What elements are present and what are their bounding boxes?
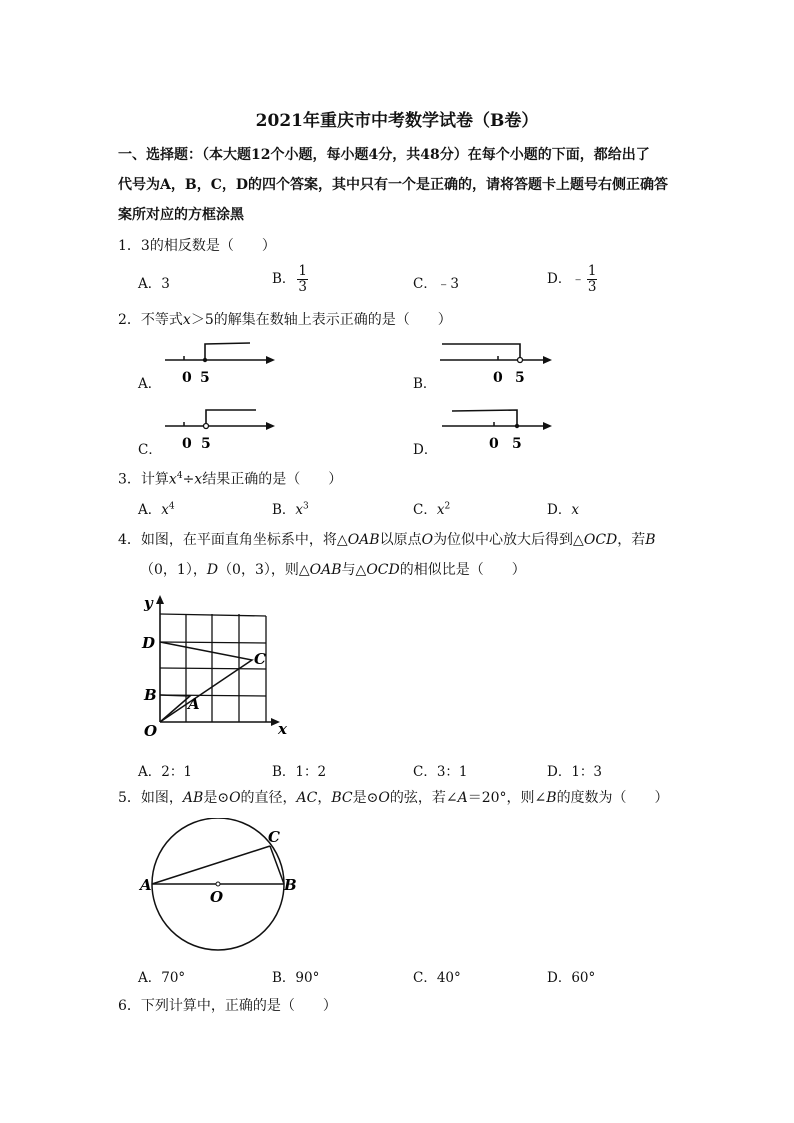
stem-text: 与△ xyxy=(341,562,367,578)
number-line-d xyxy=(434,402,556,452)
option-letter: B． xyxy=(272,271,296,287)
exponent: 3 xyxy=(303,501,309,512)
coordinate-grid-figure xyxy=(138,592,298,744)
question-5-option-a[interactable]: A．70° xyxy=(138,970,186,986)
question-1-stem: 1．3的相反数是（ ） xyxy=(118,238,276,254)
number-line-b xyxy=(434,336,556,386)
arrow-head xyxy=(543,356,552,364)
variable: OAB xyxy=(347,532,380,548)
exponent: 4 xyxy=(176,471,183,481)
question-1-option-a[interactable]: A．3 xyxy=(138,276,170,292)
point-five xyxy=(518,358,523,363)
stem-text: 3．计算 xyxy=(118,471,169,488)
fraction-numerator: 1 xyxy=(587,263,597,279)
chord-ac xyxy=(152,846,270,884)
center-point xyxy=(216,882,220,886)
stem-text: 的直径， xyxy=(240,790,297,806)
stem-text: ，若 xyxy=(617,532,646,548)
arrow-head xyxy=(266,422,275,430)
arrow-head xyxy=(266,356,275,364)
tick-label-five: 5 xyxy=(512,436,522,452)
variable: x xyxy=(571,502,579,518)
question-1-option-d[interactable] xyxy=(547,264,597,295)
question-3-option-d[interactable] xyxy=(547,498,579,518)
tick-label-zero: 0 xyxy=(182,370,192,386)
variable: BC xyxy=(331,790,353,806)
label-c: C xyxy=(254,650,266,668)
variable: x xyxy=(182,312,191,328)
variable: x xyxy=(295,502,304,518)
variable: OCD xyxy=(583,532,618,548)
fraction xyxy=(297,264,308,295)
question-1-option-c[interactable]: C．﹣3 xyxy=(413,276,459,292)
question-3-option-c[interactable] xyxy=(413,498,450,518)
question-3-option-b[interactable] xyxy=(272,498,309,518)
stem-text: 5．如图， xyxy=(118,790,183,806)
question-3-stem xyxy=(118,466,342,490)
stem-text: （0，3），则△ xyxy=(218,562,310,578)
fraction xyxy=(587,264,598,295)
stem-text: 4．如图，在平面直角坐标系中，将△ xyxy=(118,532,348,548)
solution-bracket xyxy=(206,410,256,424)
label-y: y xyxy=(144,594,153,612)
option-letter: B． xyxy=(272,502,296,518)
variable: O xyxy=(229,790,241,806)
fraction-numerator: 1 xyxy=(298,263,308,279)
circle-figure xyxy=(138,818,308,958)
question-3-option-a[interactable] xyxy=(138,498,175,518)
question-4-stem-line-1 xyxy=(118,530,656,550)
variable: O xyxy=(421,532,434,548)
point-five xyxy=(204,424,209,429)
tick-label-zero: 0 xyxy=(493,370,503,386)
number-line-a xyxy=(160,336,280,386)
tick-label-zero: 0 xyxy=(182,436,192,452)
label-o: O xyxy=(210,888,224,906)
grid-lines xyxy=(160,614,266,722)
question-5-option-b[interactable]: B．90° xyxy=(272,970,320,986)
variable: OAB xyxy=(309,562,342,578)
variable: AC xyxy=(296,790,318,806)
variable: OCD xyxy=(366,562,400,578)
number-line-c xyxy=(160,402,280,452)
tick-label-zero: 0 xyxy=(489,436,499,452)
option-letter: D． xyxy=(547,502,572,518)
question-4-option-d[interactable]: D．1：3 xyxy=(547,764,603,780)
variable: x xyxy=(436,502,445,518)
exponent: 4 xyxy=(168,501,175,512)
fraction-denominator: 3 xyxy=(298,279,308,295)
section-line-2: 代号为A，B，C，D的四个答案，其中只有一个是正确的，请将答题卡上题号右侧正确答 xyxy=(118,177,668,193)
stem-text: ＞5的解集在数轴上表示正确的是（ ） xyxy=(190,312,452,328)
label-b: B xyxy=(284,876,297,894)
y-axis-arrow xyxy=(156,595,164,604)
stem-text: ， xyxy=(317,790,332,806)
section-line-1: 一、选择题：（本大题12个小题，每小题4分，共48分）在每个小题的下面，都给出了 xyxy=(118,147,650,163)
option-letter: A． xyxy=(138,502,162,518)
stem-text: 是⊙ xyxy=(203,790,230,806)
label-b: B xyxy=(144,686,157,704)
exam-title: 2021年重庆市中考数学试卷（B卷） xyxy=(255,111,539,131)
stem-text: （0，1）， xyxy=(140,562,207,578)
stem-text: 的相似比是（ ） xyxy=(399,562,526,578)
variable: B xyxy=(645,532,656,548)
question-2-option-b[interactable]: B． xyxy=(413,376,437,392)
stem-text: 结果正确的是（ ） xyxy=(202,471,343,488)
label-a: A xyxy=(188,695,200,713)
tick-label-five: 5 xyxy=(200,370,210,386)
stem-text: 以原点 xyxy=(379,532,422,548)
variable: B xyxy=(546,790,557,806)
solution-bracket xyxy=(452,410,517,426)
section-header xyxy=(118,140,688,230)
question-5-stem xyxy=(118,788,669,808)
question-2-option-d[interactable]: D． xyxy=(413,442,438,458)
variable: D xyxy=(206,562,219,578)
section-line-3: 案所对应的方框涂黑 xyxy=(118,207,244,223)
variable: x xyxy=(168,471,177,488)
stem-text: 2．不等式 xyxy=(118,312,183,328)
question-4-option-a[interactable]: A．2：1 xyxy=(138,764,192,780)
question-5-option-d[interactable]: D．60° xyxy=(547,970,596,986)
variable: O xyxy=(378,790,390,806)
stem-text: 的度数为（ ） xyxy=(556,790,669,806)
variable: x xyxy=(194,471,203,488)
tick-label-five: 5 xyxy=(201,436,211,452)
variable: x xyxy=(161,502,169,518)
question-4-option-b[interactable]: B．1：2 xyxy=(272,764,327,780)
stem-text: 的弦，若∠ xyxy=(389,790,458,806)
option-letter: D．﹣ xyxy=(547,271,585,287)
question-4-stem-line-2 xyxy=(140,560,526,580)
variable: AB xyxy=(182,790,204,806)
variable: A xyxy=(457,790,468,806)
question-6-stem: 6．下列计算中，正确的是（ ） xyxy=(118,998,337,1014)
exponent: 2 xyxy=(444,501,451,512)
question-2-option-c[interactable]: C． xyxy=(138,442,162,458)
question-2-option-a[interactable]: A． xyxy=(138,376,162,392)
label-origin: O xyxy=(144,722,158,740)
stem-text: 为位似中心放大后得到△ xyxy=(433,532,584,548)
divide-sign: ÷ xyxy=(182,471,195,488)
arrow-head xyxy=(543,422,552,430)
solution-bracket xyxy=(442,344,520,358)
label-c: C xyxy=(268,828,280,846)
fraction-denominator: 3 xyxy=(587,279,597,295)
label-x: x xyxy=(278,720,287,738)
tick-label-five: 5 xyxy=(515,370,525,386)
option-letter: C． xyxy=(413,502,437,518)
stem-text: 是⊙ xyxy=(352,790,379,806)
label-a: A xyxy=(140,876,152,894)
question-1-option-b[interactable] xyxy=(272,264,308,295)
question-5-option-c[interactable]: C．40° xyxy=(413,970,461,986)
label-d: D xyxy=(142,634,156,652)
stem-text: ＝20°，则∠ xyxy=(467,790,547,806)
question-2-stem xyxy=(118,310,452,330)
question-4-option-c[interactable]: C．3：1 xyxy=(413,764,468,780)
solution-bracket xyxy=(205,343,250,360)
